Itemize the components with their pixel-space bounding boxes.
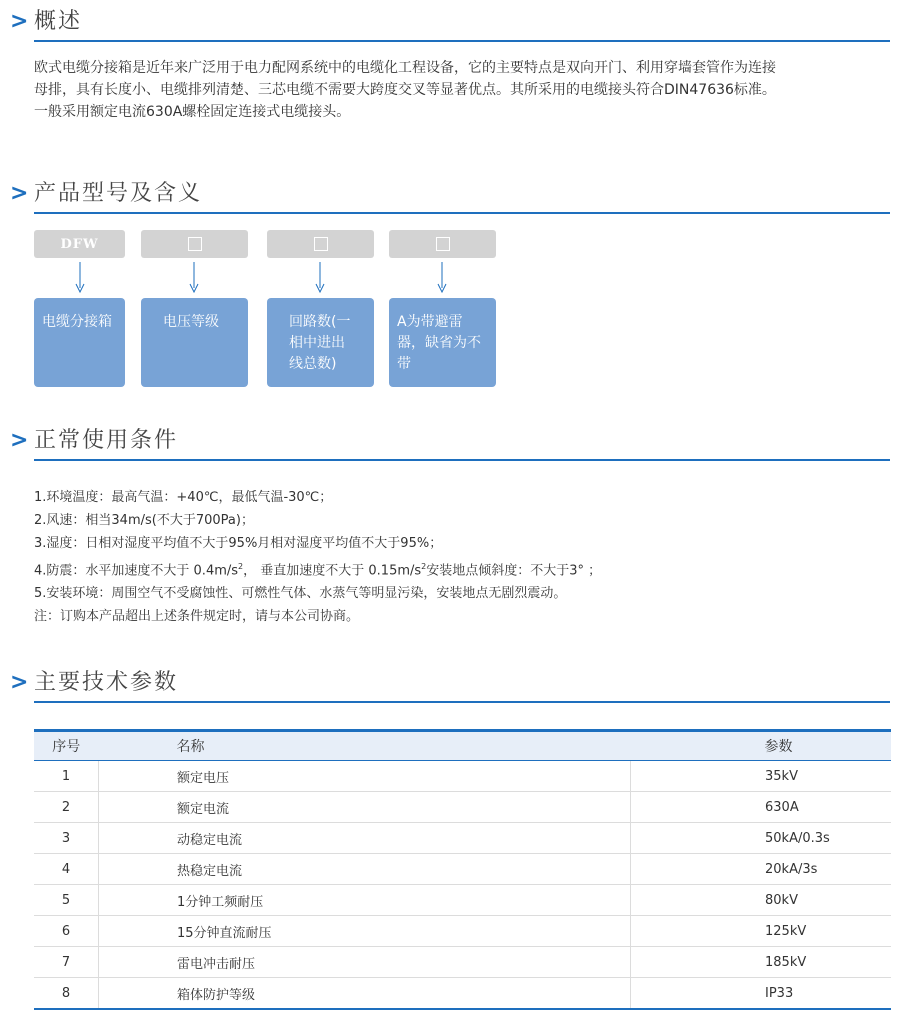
condition-item: 3.湿度：日相对湿度平均值不大于95%月相对湿度平均值不大于95%； [34, 536, 443, 551]
table-cell: 4 [34, 854, 99, 885]
section-title: 主要技术参数 [34, 670, 179, 695]
table-cell: 35kV [631, 761, 892, 792]
table-cell: 箱体防护等级 [99, 978, 631, 1010]
condition-item: 2.风速：相当34m/s(不大于700Pa)； [34, 513, 254, 528]
section-divider [34, 212, 890, 214]
condition-text: 4.防震：水平加速度不大于 0.4m/s [34, 563, 239, 579]
condition-item [34, 555, 601, 582]
condition-note: 注：订购本产品超出上述条件规定时，请与本公司协商。 [34, 609, 360, 625]
overview-line: 欧式电缆分接箱是近年来广泛用于电力配网系统中的电缆化工程设备，它的主要特点是双向开门、利用穿墙套管作为连接 [34, 60, 776, 76]
overview-paragraph [34, 57, 894, 123]
superscript: 2 [421, 562, 427, 571]
model-placeholder-tag [389, 230, 496, 258]
arrow-down-icon [189, 262, 199, 294]
table-cell: 630A [631, 792, 892, 823]
column-header: 参数 [631, 731, 892, 761]
table-cell: 6 [34, 916, 99, 947]
placeholder-box-icon [436, 237, 450, 251]
model-desc-box: A为带避雷器，缺省为不带 [389, 298, 496, 387]
table-cell: IP33 [631, 978, 892, 1010]
table-cell: 80kV [631, 885, 892, 916]
section-title: 概述 [34, 9, 83, 34]
table-cell: 额定电流 [99, 792, 631, 823]
column-header: 名称 [99, 731, 631, 761]
section-divider [34, 40, 890, 42]
model-desc-box: 回路数(一相中进出线总数) [267, 298, 374, 387]
column-header: 序号 [34, 731, 99, 761]
section-divider [34, 701, 890, 703]
placeholder-box-icon [314, 237, 328, 251]
table-cell: 1 [34, 761, 99, 792]
params-table [34, 729, 891, 1010]
table-row [34, 885, 891, 916]
chevron-right-icon: > [10, 9, 29, 34]
overview-line: 母排，具有长度小、电缆排列清楚、三芯电缆不需要大跨度交叉等显著优点。其所采用的电缆接头符合DIN47636标准。 [34, 82, 776, 98]
table-cell: 50kA/0.3s [631, 823, 892, 854]
table-cell: 8 [34, 978, 99, 1010]
condition-item: 5.安装环境：周围空气不受腐蚀性、可燃性气体、水蒸气等明显污染，安装地点无剧烈震动。 [34, 586, 567, 602]
table-row [34, 978, 891, 1010]
superscript: 2 [238, 562, 244, 571]
section-title: 产品型号及含义 [34, 181, 203, 206]
table-cell: 185kV [631, 947, 892, 978]
table-cell: 2 [34, 792, 99, 823]
table-row [34, 761, 891, 792]
model-desc-box: 电压等级 [141, 298, 248, 387]
arrow-down-icon [437, 262, 447, 294]
overview-line: 一般采用额定电流630A螺栓固定连接式电缆接头。 [34, 104, 351, 120]
table-cell: 3 [34, 823, 99, 854]
table-cell: 动稳定电流 [99, 823, 631, 854]
table-cell: 20kA/3s [631, 854, 892, 885]
model-desc-box: 电缆分接箱 [34, 298, 125, 387]
condition-item: 1.环境温度：最高气温：+40℃，最低气温-30℃； [34, 490, 333, 505]
chevron-right-icon: > [10, 181, 29, 206]
table-row [34, 854, 891, 885]
table-cell: 雷电冲击耐压 [99, 947, 631, 978]
section-title: 正常使用条件 [34, 428, 179, 453]
table-cell: 5 [34, 885, 99, 916]
table-cell: 额定电压 [99, 761, 631, 792]
table-row [34, 916, 891, 947]
table-cell: 125kV [631, 916, 892, 947]
table-cell: 7 [34, 947, 99, 978]
model-placeholder-tag [267, 230, 374, 258]
chevron-right-icon: > [10, 670, 29, 695]
conditions-list [34, 486, 601, 628]
table-cell: 1分钟工频耐压 [99, 885, 631, 916]
table-cell: 热稳定电流 [99, 854, 631, 885]
placeholder-box-icon [188, 237, 202, 251]
arrow-down-icon [315, 262, 325, 294]
section-divider [34, 459, 890, 461]
condition-text: ， 垂直加速度不大于 0.15m/s [243, 563, 422, 579]
condition-text: 安装地点倾斜度：不大于3° ； [426, 563, 602, 579]
table-row [34, 792, 891, 823]
chevron-right-icon: > [10, 428, 29, 453]
model-prefix-tag: DFW [34, 230, 125, 258]
table-cell: 15分钟直流耐压 [99, 916, 631, 947]
model-placeholder-tag [141, 230, 248, 258]
table-row [34, 947, 891, 978]
table-row [34, 823, 891, 854]
arrow-down-icon [75, 262, 85, 294]
table-header-row [34, 731, 891, 761]
